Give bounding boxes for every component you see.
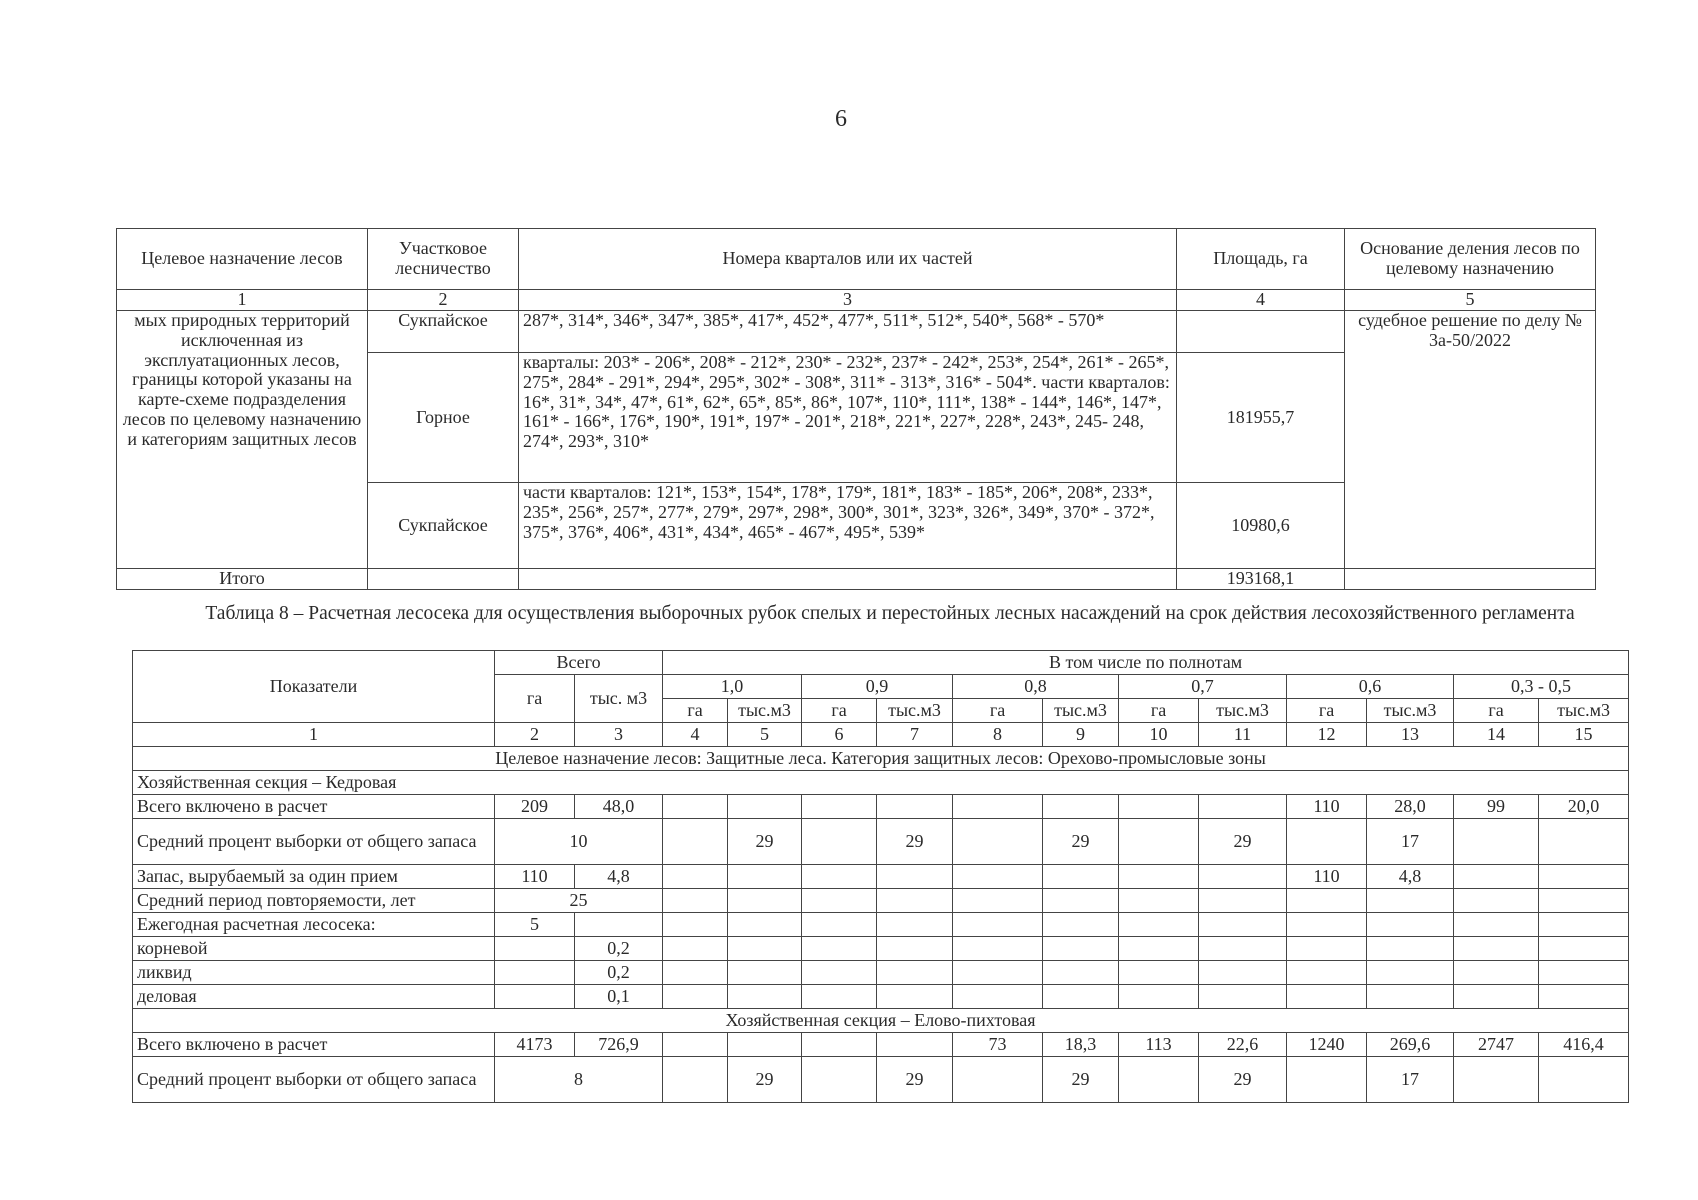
percent-value (1539, 819, 1629, 865)
value-cell (728, 913, 802, 937)
value-cell (1287, 913, 1367, 937)
section-elovo-pikhtovaya-rows (133, 1033, 1629, 1103)
table-forest-purpose (116, 228, 1596, 590)
value-cell (802, 961, 877, 985)
index-cell: 1 (133, 723, 495, 747)
purpose-row: Целевое назначение лесов: Защитные леса. Категория защитных лесов: Орехово-промысловые зоны (133, 747, 1629, 771)
value-cell: 113 (1119, 1033, 1199, 1057)
value-cell: 20,0 (1539, 795, 1629, 819)
header-unit-m3: тыс. м3 (575, 675, 663, 723)
value-cell: 5 (495, 913, 575, 937)
value-cell (1043, 795, 1119, 819)
header-purpose: Целевое назначение лесов (117, 229, 368, 290)
value-cell (1539, 985, 1629, 1009)
row-label: Средний период повторяемости, лет (133, 889, 495, 913)
value-cell (728, 1033, 802, 1057)
district-cell: Горное (368, 353, 519, 483)
empty-cell (663, 819, 728, 865)
value-cell (1119, 865, 1199, 889)
district-cell: Сукпайское (368, 311, 519, 353)
row-label: Всего включено в расчет (133, 1033, 495, 1057)
value-cell: 4,8 (1367, 865, 1454, 889)
value-cell (877, 795, 953, 819)
index-cell: 12 (1287, 723, 1367, 747)
density-header: 0,8 (953, 675, 1119, 699)
unit-ha: га (802, 699, 877, 723)
density-header: 0,6 (1287, 675, 1454, 699)
value-cell (877, 1033, 953, 1057)
total-empty (368, 569, 519, 590)
index-cell: 4 (1177, 290, 1345, 311)
value-cell: 1240 (1287, 1033, 1367, 1057)
table-row (133, 937, 1629, 961)
unit-m3: тыс.м3 (877, 699, 953, 723)
unit-ha: га (1287, 699, 1367, 723)
value-cell (1539, 913, 1629, 937)
value-cell: 209 (495, 795, 575, 819)
percent-value: 29 (728, 819, 802, 865)
empty-cell (1287, 819, 1367, 865)
empty-cell (953, 889, 1043, 913)
table-row (133, 865, 1629, 889)
value-cell (1539, 865, 1629, 889)
index-cell: 11 (1199, 723, 1287, 747)
empty-cell (1043, 889, 1119, 913)
density-header: 0,7 (1119, 675, 1287, 699)
total-label: Итого (117, 569, 368, 590)
value-cell (1043, 913, 1119, 937)
value-cell (728, 865, 802, 889)
value-cell (1454, 913, 1539, 937)
value-cell (1043, 937, 1119, 961)
percent-value: 29 (1043, 819, 1119, 865)
value-cell (495, 961, 575, 985)
value-cell (728, 961, 802, 985)
quarters-cell: 287*, 314*, 346*, 347*, 385*, 417*, 452*, 477*, 511*, 512*, 540*, 568* - 570* (519, 311, 1177, 353)
index-row (133, 723, 1629, 747)
value-cell (1043, 961, 1119, 985)
empty-cell (953, 819, 1043, 865)
value-cell (663, 795, 728, 819)
value-cell: 4173 (495, 1033, 575, 1057)
value-cell (802, 913, 877, 937)
empty-cell (802, 1057, 877, 1103)
table-row (133, 913, 1629, 937)
basis-cell: судебное решение по делу № 3а-50/2022 (1345, 311, 1596, 569)
header-including: В том числе по полнотам (663, 651, 1629, 675)
empty-cell (663, 1057, 728, 1103)
empty-cell (1454, 1057, 1539, 1103)
value-cell (1119, 795, 1199, 819)
empty-cell (1119, 1057, 1199, 1103)
value-cell (1454, 937, 1539, 961)
percent-value (1539, 1057, 1629, 1103)
percent-value: 29 (1199, 819, 1287, 865)
density-header: 1,0 (663, 675, 802, 699)
header-total: Всего (495, 651, 663, 675)
value-cell (1119, 937, 1199, 961)
empty-cell (953, 1057, 1043, 1103)
value-cell (802, 985, 877, 1009)
row-label: Ежегодная расчетная лесосека: (133, 913, 495, 937)
percent-value: 29 (877, 1057, 953, 1103)
empty-cell (663, 889, 728, 913)
index-cell: 10 (1119, 723, 1199, 747)
section-elovo-pikhtovaya: Хозяйственная секция – Елово-пихтовая (133, 1009, 1629, 1033)
value-cell (802, 1033, 877, 1057)
value-cell (953, 961, 1043, 985)
total-empty (519, 569, 1177, 590)
value-cell: 269,6 (1367, 1033, 1454, 1057)
value-cell (1367, 937, 1454, 961)
row-label: корневой (133, 937, 495, 961)
area-cell (1177, 311, 1345, 353)
total-area: 193168,1 (1177, 569, 1345, 590)
empty-cell (1454, 819, 1539, 865)
empty-cell (1454, 889, 1539, 913)
index-cell: 2 (495, 723, 575, 747)
value-cell (1199, 961, 1287, 985)
area-cell: 10980,6 (1177, 483, 1345, 569)
value-cell: 48,0 (575, 795, 663, 819)
index-cell: 5 (1345, 290, 1596, 311)
value-cell (953, 985, 1043, 1009)
index-cell: 14 (1454, 723, 1539, 747)
value-cell (1199, 985, 1287, 1009)
index-cell: 5 (728, 723, 802, 747)
value-cell (495, 937, 575, 961)
density-header: 0,9 (802, 675, 953, 699)
value-cell (877, 937, 953, 961)
empty-cell (1119, 889, 1199, 913)
empty-cell (1287, 889, 1367, 913)
index-cell: 1 (117, 290, 368, 311)
value-cell (802, 795, 877, 819)
empty-cell (1367, 889, 1454, 913)
unit-m3: тыс.м3 (1367, 699, 1454, 723)
purpose-cell: мых природных территорий исключенная из эксплуатационных лесов, границы которой указаны на карте-схеме подразделения лесов по целевому назначению и категориям защитных лесов (117, 311, 368, 569)
unit-ha: га (1454, 699, 1539, 723)
unit-m3: тыс.м3 (1539, 699, 1629, 723)
value-cell (953, 937, 1043, 961)
value-cell (1199, 795, 1287, 819)
area-cell: 181955,7 (1177, 353, 1345, 483)
row-label: деловая (133, 985, 495, 1009)
value-cell (495, 985, 575, 1009)
percent-value: 17 (1367, 1057, 1454, 1103)
value-cell: 28,0 (1367, 795, 1454, 819)
value-cell (1287, 937, 1367, 961)
empty-cell (1539, 889, 1629, 913)
value-cell (877, 961, 953, 985)
density-header: 0,3 - 0,5 (1454, 675, 1629, 699)
percent-value: 17 (1367, 819, 1454, 865)
value-cell (575, 913, 663, 937)
value-cell: 726,9 (575, 1033, 663, 1057)
value-cell: 22,6 (1199, 1033, 1287, 1057)
value-cell (663, 937, 728, 961)
table-row (133, 961, 1629, 985)
unit-m3: тыс.м3 (1199, 699, 1287, 723)
empty-cell (1199, 889, 1287, 913)
row-label: Средний процент выборки от общего запаса (133, 1057, 495, 1103)
value-cell (1043, 985, 1119, 1009)
total-value: 25 (495, 889, 663, 913)
value-cell: 2747 (1454, 1033, 1539, 1057)
unit-ha: га (953, 699, 1043, 723)
table-row (133, 819, 1629, 865)
value-cell (1454, 985, 1539, 1009)
value-cell (953, 913, 1043, 937)
value-cell (802, 937, 877, 961)
table-row (133, 985, 1629, 1009)
value-cell (1119, 913, 1199, 937)
row-label: Средний процент выборки от общего запаса (133, 819, 495, 865)
unit-ha: га (663, 699, 728, 723)
value-cell (728, 795, 802, 819)
value-cell (953, 795, 1043, 819)
value-cell (1287, 985, 1367, 1009)
value-cell (1199, 865, 1287, 889)
value-cell: 99 (1454, 795, 1539, 819)
value-cell: 416,4 (1539, 1033, 1629, 1057)
value-cell (663, 985, 728, 1009)
table-row (133, 1057, 1629, 1103)
header-district: Участковое лесничество (368, 229, 519, 290)
header-indicators: Показатели (133, 651, 495, 723)
value-cell (1454, 865, 1539, 889)
empty-cell (1287, 1057, 1367, 1103)
value-cell (1367, 913, 1454, 937)
value-cell (877, 985, 953, 1009)
value-cell (877, 865, 953, 889)
total-value: 10 (495, 819, 663, 865)
value-cell: 4,8 (575, 865, 663, 889)
percent-value: 29 (877, 819, 953, 865)
unit-ha: га (1119, 699, 1199, 723)
value-cell: 110 (1287, 795, 1367, 819)
table8-caption: Таблица 8 – Расчетная лесосека для осуществления выборочных рубок спелых и перестойных лесных насаждений на срок действия лесохозяйственного регламента (205, 603, 1575, 624)
value-cell (953, 865, 1043, 889)
value-cell (1119, 961, 1199, 985)
unit-m3: тыс.м3 (728, 699, 802, 723)
section-kedrovaya: Хозяйственная секция – Кедровая (133, 771, 1629, 795)
value-cell (1199, 913, 1287, 937)
value-cell (728, 985, 802, 1009)
row-label: Запас, вырубаемый за один прием (133, 865, 495, 889)
value-cell: 110 (1287, 865, 1367, 889)
value-cell: 73 (953, 1033, 1043, 1057)
header-quarters: Номера кварталов или их частей (519, 229, 1177, 290)
value-cell (1199, 937, 1287, 961)
value-cell: 0,2 (575, 937, 663, 961)
index-cell: 3 (575, 723, 663, 747)
index-cell: 3 (519, 290, 1177, 311)
page-number: 6 (835, 106, 847, 132)
empty-cell (728, 889, 802, 913)
index-cell: 13 (1367, 723, 1454, 747)
quarters-cell: части кварталов: 121*, 153*, 154*, 178*, 179*, 181*, 183* - 185*, 206*, 208*, 233*, 235*, 256*, 257*, 277*, 279*, 297*, 298*, 300*, 301*, 323*, 326*, 349*, 370* - 372*, 375*, 376*, 406*, 431*, 434*, 465* - 467*, 495*, 539* (519, 483, 1177, 569)
value-cell (663, 913, 728, 937)
value-cell (1287, 961, 1367, 985)
empty-cell (802, 889, 877, 913)
value-cell: 18,3 (1043, 1033, 1119, 1057)
percent-value: 29 (1199, 1057, 1287, 1103)
index-cell: 6 (802, 723, 877, 747)
table-row (133, 795, 1629, 819)
value-cell (1367, 961, 1454, 985)
value-cell (1539, 937, 1629, 961)
total-value: 8 (495, 1057, 663, 1103)
index-cell: 4 (663, 723, 728, 747)
row-label: ликвид (133, 961, 495, 985)
value-cell (802, 865, 877, 889)
value-cell (663, 961, 728, 985)
value-cell (663, 1033, 728, 1057)
value-cell: 110 (495, 865, 575, 889)
index-cell: 15 (1539, 723, 1629, 747)
empty-cell (877, 889, 953, 913)
value-cell (1043, 865, 1119, 889)
value-cell (728, 937, 802, 961)
table-row (133, 889, 1629, 913)
value-cell (877, 913, 953, 937)
row-label: Всего включено в расчет (133, 795, 495, 819)
empty-cell (802, 819, 877, 865)
index-cell: 7 (877, 723, 953, 747)
percent-value: 29 (728, 1057, 802, 1103)
total-empty (1345, 569, 1596, 590)
unit-m3: тыс.м3 (1043, 699, 1119, 723)
index-cell: 2 (368, 290, 519, 311)
value-cell (663, 865, 728, 889)
header-basis: Основание деления лесов по целевому назначению (1345, 229, 1596, 290)
value-cell (1367, 985, 1454, 1009)
value-cell: 0,1 (575, 985, 663, 1009)
index-cell: 9 (1043, 723, 1119, 747)
table-allowable-cut (132, 650, 1629, 1103)
value-cell (1119, 985, 1199, 1009)
index-cell: 8 (953, 723, 1043, 747)
value-cell: 0,2 (575, 961, 663, 985)
value-cell (1454, 961, 1539, 985)
value-cell (1539, 961, 1629, 985)
district-cell: Сукпайское (368, 483, 519, 569)
table-row (133, 1033, 1629, 1057)
header-unit-ha: га (495, 675, 575, 723)
quarters-cell: кварталы: 203* - 206*, 208* - 212*, 230* - 232*, 237* - 242*, 253*, 254*, 261* - 265*, 275*, 284* - 291*, 294*, 295*, 302* - 308*, 311* - 313*, 316* - 504*. части кварталов: 16*, 31*, 34*, 47*, 61*, 62*, 65*, 85*, 86*, 107*, 110*, 111*, 138* - 144*, 146*, 147*, 161* - 166*, 176*, 190*, 191*, 197* - 201*, 218*, 221*, 227*, 228*, 243*, 245- 248, 274*, 293*, 310* (519, 353, 1177, 483)
section-kedrovaya-rows (133, 795, 1629, 1009)
empty-cell (1119, 819, 1199, 865)
percent-value: 29 (1043, 1057, 1119, 1103)
header-area: Площадь, га (1177, 229, 1345, 290)
